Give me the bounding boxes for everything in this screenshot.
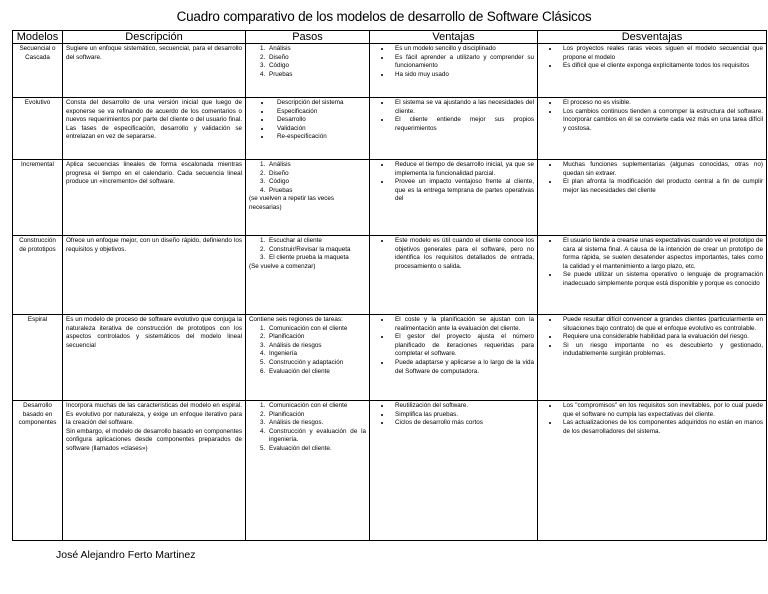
step-item: 2. Diseño <box>267 54 366 63</box>
description-text: Es un modelo de proceso de software evolutivo que conjuga la naturaleza iterativa de construcción de prototipos con los aspectos controlados y sistemáticos del modelo lineal secuencial <box>66 316 242 349</box>
step-item: 2. Planificación <box>267 411 366 420</box>
model-cell: Incremental <box>13 160 63 236</box>
advantages-cell <box>370 401 538 541</box>
advantage-item: • El cliente entiende mejor sus propios requerimientos <box>391 116 534 133</box>
step-item: 2. Planificación <box>267 333 366 342</box>
description-cell <box>63 236 246 315</box>
step-item: 1. Comunicación con el cliente <box>267 325 366 334</box>
table-header-row <box>13 31 767 44</box>
advantages-cell <box>370 44 538 98</box>
step-item: 2. Construir/Revisar la maqueta <box>267 246 366 255</box>
advantage-item: • Es fácil aprender a utilizarlo y comprender su funcionamiento <box>391 54 534 71</box>
disadvantage-item: • El proceso no es visible. <box>559 99 763 108</box>
step-item: 1. Comunicación con el cliente <box>267 402 366 411</box>
step-item: 1. Escuchar al cliente <box>267 237 366 246</box>
description-text: Consta del desarrollo de una versión inicial que luego de exponerse se va refinando de acuerdo de los comentarios o nuevos requerimientos por parte del cliente o del usuario final. Las fases de especificación, desarrollo y validación se entrelazan en vez de separarse. <box>66 99 242 141</box>
disadvantage-item: • Puede resultar difícil convencer a grandes clientes (particularmente en situaciones bajo contrato) de que el enfoque evolutivo es controlable. <box>559 316 763 333</box>
steps-list <box>249 45 366 79</box>
advantage-item: • Es un modelo sencillo y disciplinado <box>391 45 534 54</box>
step-item: 1. Análisis <box>267 161 366 170</box>
steps-cell <box>246 98 370 160</box>
step-item: 4. Pruebas <box>267 71 366 80</box>
table-row <box>13 315 767 401</box>
document-title: Cuadro comparativo de los modelos de desarrollo de Software Clásicos <box>176 9 592 24</box>
disadvantages-cell <box>538 98 767 160</box>
disadvantage-item: • Si un riesgo importante no es descubierto y gestionado, indudablemente surgirán problemas. <box>559 342 763 359</box>
header-modelos: Modelos <box>13 31 63 44</box>
step-item: 1. Análisis <box>267 45 366 54</box>
description-text: Ofrece un enfoque mejor, con un diseño rápido, definiendo los requisitos y objetivos. <box>66 237 242 253</box>
advantages-list <box>373 402 534 428</box>
table-row <box>13 236 767 315</box>
disadvantages-cell <box>538 315 767 401</box>
advantages-list <box>373 161 534 204</box>
table-row <box>13 98 767 160</box>
description-cell <box>63 401 246 541</box>
description-text: Sugiere un enfoque sistemático, secuencial, para el desarrollo del software. <box>66 45 242 61</box>
step-item: 3. Código <box>267 62 366 71</box>
advantages-cell <box>370 236 538 315</box>
disadvantage-item: • Los cambios continuos tienden a corromper la estructura del software. Incorporar cambios en él se convierte cada vez más en una tarea difícil y costosa. <box>559 108 763 134</box>
advantage-item: • El coste y la planificación se ajustan con la realimentación ante la evaluación del cliente. <box>391 316 534 333</box>
disadvantages-list <box>541 316 763 359</box>
disadvantage-item: • Requiere una considerable habilidad para la evaluación del riesgo. <box>559 333 763 342</box>
disadvantages-list <box>541 237 763 289</box>
disadvantages-cell <box>538 160 767 236</box>
step-item: • Especificación <box>271 108 366 117</box>
advantages-cell <box>370 315 538 401</box>
advantage-item: • Ha sido muy usado <box>391 71 534 80</box>
steps-cell <box>246 315 370 401</box>
author-name: José Alejandro Ferto Martinez <box>56 549 196 561</box>
description-cell <box>63 98 246 160</box>
header-desventajas: Desventajas <box>538 31 767 44</box>
disadvantages-cell <box>538 236 767 315</box>
steps-list <box>249 99 366 142</box>
steps-note: (Se vuelve a comenzar) <box>249 262 316 270</box>
disadvantage-item: • El plan afronta la modificación del producto central a fin de cumplir mejor las necesidades del cliente <box>559 178 763 195</box>
advantage-item: • Reutilización del software. <box>391 402 534 411</box>
steps-list <box>249 161 366 195</box>
advantages-list <box>373 316 534 376</box>
advantages-cell <box>370 160 538 236</box>
table-row <box>13 160 767 236</box>
steps-cell <box>246 160 370 236</box>
advantage-item: • Reduce el tiempo de desarrollo inicial, ya que se implementa la funcionalidad parcial. <box>391 161 534 178</box>
step-item: 4. Construcción y evaluación de la ingeniería. <box>267 428 366 445</box>
table-body <box>13 44 767 541</box>
advantage-item: • Ciclos de desarrollo más cortos <box>391 419 534 428</box>
advantage-item: • Puede adaptarse y aplicarse a lo largo de la vida del Software de computadora. <box>391 359 534 376</box>
description-text: Aplica secuencias lineales de forma escalonada mientras progresa el tiempo en el calendario. Cada secuencia lineal produce un «incremento» del software. <box>66 161 242 186</box>
model-cell: Construcción de prototipos <box>13 236 63 315</box>
disadvantages-list <box>541 161 763 195</box>
step-item: 4. Ingeniería <box>267 350 366 359</box>
disadvantage-item: • Las actualizaciones de los componentes adquiridos no están en manos de los desarrolladores del sistema. <box>559 419 763 436</box>
step-item: 3. Análisis de riesgos <box>267 342 366 351</box>
steps-intro: Contiene seis regiones de tareas: <box>249 316 343 323</box>
disadvantages-list <box>541 45 763 71</box>
advantage-item: • El gestor del proyecto ajusta el número planificado de iteraciones requeridas para completar el software. <box>391 333 534 359</box>
description-cell <box>63 315 246 401</box>
advantages-list <box>373 237 534 271</box>
advantage-item: • El sistema se va ajustando a las necesidades del cliente. <box>391 99 534 116</box>
step-item: 5. Construcción y adaptación <box>267 359 366 368</box>
description-cell <box>63 44 246 98</box>
disadvantage-item: • El usuario tiende a crearse unas expectativas cuando ve el prototipo de cara al sistema final. A causa de la intención de crear un prototipo de forma rápida, se suelen desatender aspectos importantes, tales como la calidad y el mantenimiento a largo plazo, etc. <box>559 237 763 271</box>
disadvantage-item: • Se puede utilizar un sistema operativo o lenguaje de programación inadecuado simplemente porque está disponible y porque es conocido <box>559 271 763 288</box>
disadvantage-item: • Los "compromisos" en los requisitos son inevitables, por lo cual puede que el software no cumpla las expectativas del cliente. <box>559 402 763 419</box>
step-item: 6. Evaluación del cliente <box>267 368 366 377</box>
advantages-cell <box>370 98 538 160</box>
advantage-item: • Provee un impacto ventajoso frente al cliente, que es la entrega temprana de partes operativas del <box>391 178 534 204</box>
disadvantages-list <box>541 402 763 436</box>
steps-list <box>249 402 366 454</box>
description-cell <box>63 160 246 236</box>
step-item: 2. Diseño <box>267 170 366 179</box>
header-pasos: Pasos <box>246 31 370 44</box>
step-item: 4. Pruebas <box>267 187 366 196</box>
header-ventajas: Ventajas <box>370 31 538 44</box>
step-item: • Descripción del sistema <box>271 99 366 108</box>
steps-cell <box>246 236 370 315</box>
disadvantages-cell <box>538 401 767 541</box>
step-item: • Validación <box>271 125 366 134</box>
model-cell: Espiral <box>13 315 63 401</box>
steps-cell <box>246 44 370 98</box>
disadvantage-item: • Los proyectos reales raras veces siguen el modelo secuencial que propone el modelo <box>559 45 763 62</box>
advantages-list <box>373 45 534 79</box>
steps-list <box>249 325 366 377</box>
advantage-item: • Simplifica las pruebas. <box>391 411 534 420</box>
step-item: • Re-especificación <box>271 133 366 142</box>
model-cell: Secuencial o Cascada <box>13 44 63 98</box>
advantages-list <box>373 99 534 133</box>
comparison-table <box>12 30 767 541</box>
description-text: Incorpora muchas de las características del modelo en espiral. Es evolutivo por naturaleza, y exige un enfoque iterativo para la creación del software. <box>66 402 242 427</box>
steps-list <box>249 237 366 263</box>
step-item: • Desarrollo <box>271 116 366 125</box>
table-row <box>13 401 767 541</box>
description-text-2: Sin embargo, el modelo de desarrollo basado en componentes configura aplicaciones desde componentes preparados de software (llamados «clases») <box>66 427 242 452</box>
step-item: 3. Código <box>267 178 366 187</box>
model-cell: Evolutivo <box>13 98 63 160</box>
disadvantage-item: • Muchas funciones suplementarias (algunas conocidas, otras no) quedan sin extraer. <box>559 161 763 178</box>
header-descripcion: Descripción <box>63 31 246 44</box>
table-row <box>13 44 767 98</box>
step-item: 3. Análisis de riesgos. <box>267 419 366 428</box>
disadvantages-list <box>541 99 763 133</box>
disadvantage-item: • Es difícil que el cliente exponga explícitamente todos los requisitos <box>559 62 763 71</box>
step-item: 3. El cliente prueba la maqueta <box>267 254 366 263</box>
steps-cell <box>246 401 370 541</box>
steps-note: (se vuelven a repetir las veces necesarias) <box>249 195 335 211</box>
step-item: 5. Evaluación del cliente. <box>267 445 366 454</box>
model-cell: Desarrollo basado en componentes <box>13 401 63 541</box>
advantage-item: • Este modelo es útil cuando el cliente conoce los objetivos generales para el software, pero no identifica los requisitos detallados de entrada, procesamiento o salida. <box>391 237 534 271</box>
disadvantages-cell <box>538 44 767 98</box>
